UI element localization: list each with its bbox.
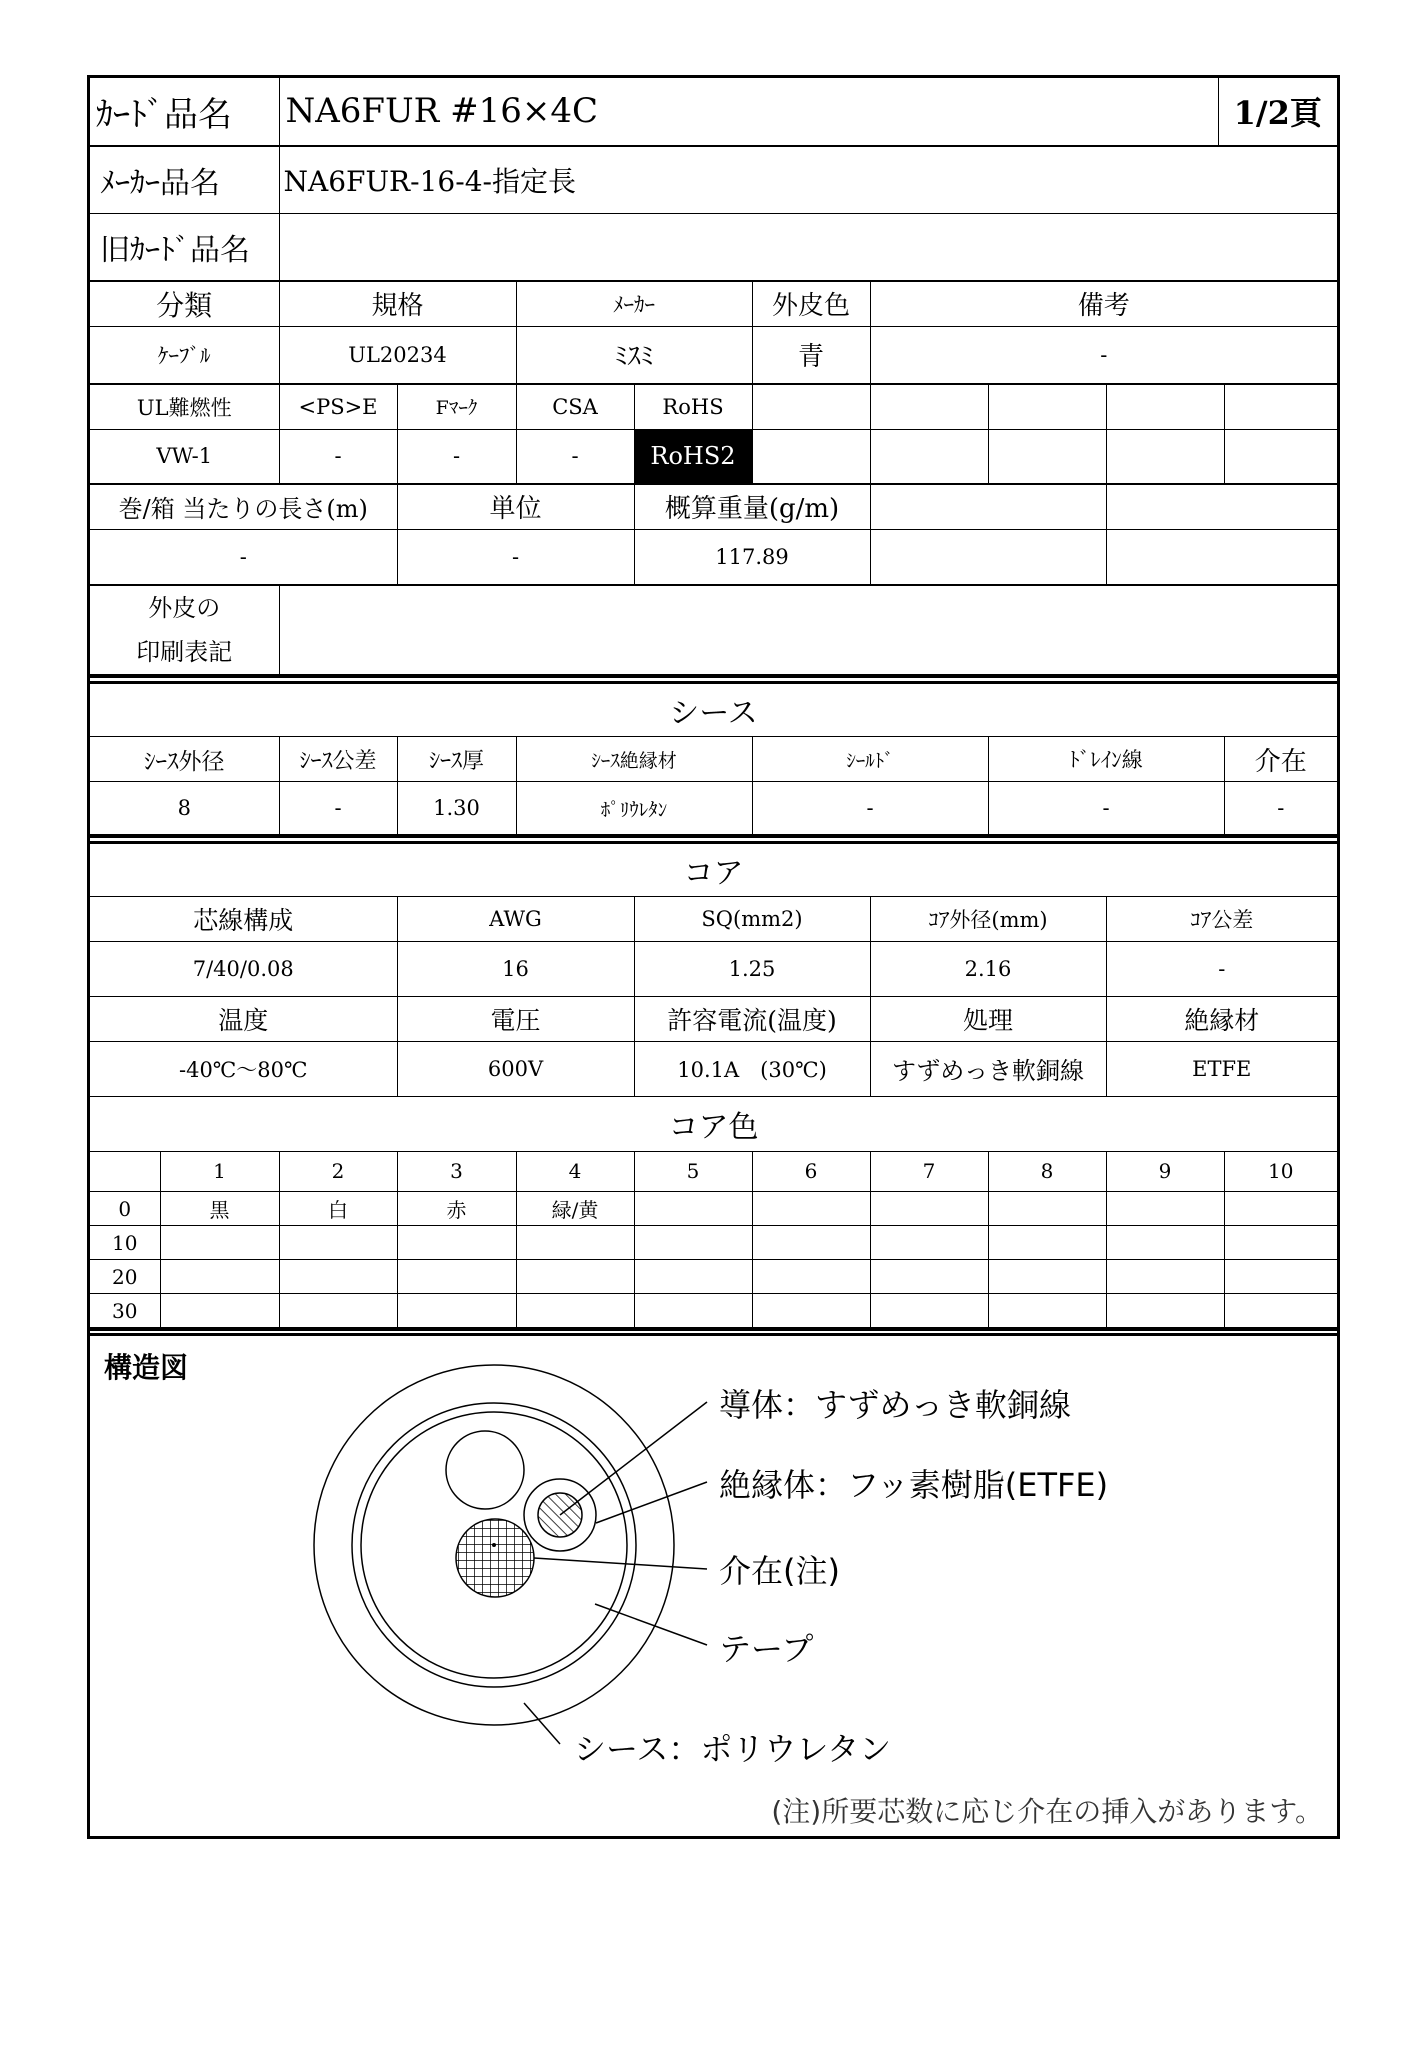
color-cell	[279, 1294, 397, 1328]
sheath-header-material: ｼｰｽ絶縁材	[516, 737, 752, 782]
color-col-header: 5	[634, 1152, 752, 1192]
color-row-label: 30	[90, 1294, 160, 1328]
core-value-current: 10.1A (30℃)	[634, 1041, 870, 1096]
cert-header-blank-3	[988, 384, 1106, 429]
label-filler: 介在(注)	[719, 1552, 840, 1590]
color-cell	[870, 1260, 988, 1294]
cert-value-rohs: RoHS2	[634, 429, 752, 483]
pack-value-blank-2	[1106, 529, 1337, 584]
color-cell	[634, 1260, 752, 1294]
core-value-strand: 7/40/0.08	[90, 941, 397, 996]
page-number: 1/2頁	[1218, 78, 1337, 145]
cert-header-blank-2	[870, 384, 988, 429]
core-header-strand: 芯線構成	[90, 896, 397, 941]
color-cell	[279, 1226, 397, 1260]
core-section	[87, 841, 1340, 1328]
class-header-maker: ﾒｰｶｰ	[516, 281, 752, 326]
pack-header-blank-1	[870, 484, 1106, 529]
leader-filler	[534, 1558, 707, 1569]
print-marking-value	[279, 585, 1337, 674]
color-cell	[1106, 1226, 1224, 1260]
pack-value-weight: 117.89	[634, 529, 870, 584]
cert-header-blank-4	[1106, 384, 1224, 429]
cert-header-ul-flame: UL難燃性	[90, 384, 279, 429]
core-header-tolerance: ｺｱ公差	[1106, 896, 1337, 941]
cert-header-pse: <PS>E	[279, 384, 397, 429]
color-row	[90, 1192, 1337, 1226]
color-cell	[516, 1260, 634, 1294]
color-cell	[870, 1226, 988, 1260]
color-cell	[752, 1192, 870, 1226]
color-col-header: 10	[1224, 1152, 1337, 1192]
pack-header-weight: 概算重量(g/m)	[634, 484, 870, 529]
core-header-sq: SQ(mm2)	[634, 896, 870, 941]
color-col-header: 7	[870, 1152, 988, 1192]
pack-header-blank-2	[1106, 484, 1337, 529]
color-cell	[397, 1226, 516, 1260]
core-header-od: ｺｱ外径(mm)	[870, 896, 1106, 941]
class-value-jacket-color: 青	[752, 326, 870, 383]
core-value-sq: 1.25	[634, 941, 870, 996]
cert-value-pse: -	[279, 429, 397, 483]
color-cell	[870, 1294, 988, 1328]
color-cell	[634, 1294, 752, 1328]
class-value-remarks: -	[870, 326, 1337, 383]
color-cell	[870, 1192, 988, 1226]
core-header-awg: AWG	[397, 896, 634, 941]
color-cell	[988, 1260, 1106, 1294]
structure-section	[87, 1333, 1340, 1839]
color-cell	[160, 1260, 279, 1294]
core-color-title: コア色	[90, 1096, 1337, 1151]
header-section	[87, 75, 1340, 675]
cert-value-blank-5	[1224, 429, 1337, 483]
color-cell	[1224, 1294, 1337, 1328]
old-card-name-label: 旧ｶｰﾄﾞ品名	[90, 213, 279, 280]
core-header-treatment: 処理	[870, 996, 1106, 1041]
filler-circle	[446, 1431, 524, 1509]
cert-value-ul-flame: VW-1	[90, 429, 279, 483]
color-row-label: 20	[90, 1260, 160, 1294]
core-header-temperature: 温度	[90, 996, 397, 1041]
label-conductor: 導体：すずめっき軟銅線	[719, 1386, 1072, 1424]
structure-note: (注)所要芯数に応じ介在の挿入があります。	[771, 1795, 1323, 1828]
color-col-header: 9	[1106, 1152, 1224, 1192]
structure-diagram	[90, 1336, 1337, 1836]
cert-value-blank-4	[1106, 429, 1224, 483]
color-cell	[988, 1226, 1106, 1260]
sheath-value-filler: -	[1224, 782, 1337, 835]
core-header-current: 許容電流(温度)	[634, 996, 870, 1041]
sheath-header-drain: ﾄﾞﾚｲﾝ線	[988, 737, 1224, 782]
color-row	[90, 1294, 1337, 1328]
sheath-header-filler: 介在	[1224, 737, 1337, 782]
color-row	[90, 1226, 1337, 1260]
cert-value-blank-3	[988, 429, 1106, 483]
color-cell	[1224, 1226, 1337, 1260]
color-cell	[752, 1226, 870, 1260]
color-cell	[516, 1226, 634, 1260]
color-cell	[160, 1294, 279, 1328]
class-header-jacket-color: 外皮色	[752, 281, 870, 326]
label-sheath: シース：ポリウレタン	[574, 1730, 892, 1768]
color-row-label: 0	[90, 1192, 160, 1226]
card-name-value: NA6FUR #16×4C	[279, 78, 1218, 145]
color-cell	[634, 1192, 752, 1226]
sheath-header-od: ｼｰｽ外径	[90, 737, 279, 782]
leader-insulator	[596, 1482, 707, 1523]
sheath-header-tolerance: ｼｰｽ公差	[279, 737, 397, 782]
color-cell	[1106, 1192, 1224, 1226]
sheath-value-shield: -	[752, 782, 988, 835]
cert-value-blank-1	[752, 429, 870, 483]
print-marking-label	[90, 585, 279, 674]
core-value-voltage: 600V	[397, 1041, 634, 1096]
core-value-treatment: すずめっき軟銅線	[870, 1041, 1106, 1096]
pack-value-blank-1	[870, 529, 1106, 584]
core-header-insulation: 絶縁材	[1106, 996, 1337, 1041]
color-cell	[1106, 1294, 1224, 1328]
cert-value-blank-2	[870, 429, 988, 483]
leader-sheath	[524, 1703, 560, 1744]
color-corner	[90, 1152, 160, 1192]
spec-sheet	[87, 75, 1340, 1839]
cert-header-rohs: RoHS	[634, 384, 752, 429]
color-cell	[516, 1294, 634, 1328]
print-marking-label-line1: 外皮の	[148, 593, 221, 622]
class-header-remarks: 備考	[870, 281, 1337, 326]
color-col-header: 1	[160, 1152, 279, 1192]
core-header-voltage: 電圧	[397, 996, 634, 1041]
color-col-header: 2	[279, 1152, 397, 1192]
sheath-header-thickness: ｼｰｽ厚	[397, 737, 516, 782]
maker-name-value: NA6FUR-16-4-指定長	[279, 146, 1337, 213]
color-cell	[160, 1226, 279, 1260]
core-value-insulation: ETFE	[1106, 1041, 1337, 1096]
pack-header-unit: 単位	[397, 484, 634, 529]
cert-header-csa: CSA	[516, 384, 634, 429]
cert-value-csa: -	[516, 429, 634, 483]
class-value-maker: ﾐｽﾐ	[516, 326, 752, 383]
class-value-standard: UL20234	[279, 326, 516, 383]
cert-header-f-mark: Fﾏｰｸ	[397, 384, 516, 429]
sheath-section	[87, 681, 1340, 836]
braided-core	[456, 1519, 534, 1597]
sheath-value-tolerance: -	[279, 782, 397, 835]
color-col-header: 8	[988, 1152, 1106, 1192]
class-header-category: 分類	[90, 281, 279, 326]
color-cell	[1224, 1192, 1337, 1226]
cert-value-f-mark: -	[397, 429, 516, 483]
class-value-category: ｹｰﾌﾞﾙ	[90, 326, 279, 383]
color-cell	[1224, 1260, 1337, 1294]
color-col-header: 3	[397, 1152, 516, 1192]
maker-name-label: ﾒｰｶｰ品名	[90, 146, 279, 213]
print-marking-label-line2: 印刷表記	[136, 637, 233, 666]
color-cell: 黒	[160, 1192, 279, 1226]
color-cell	[634, 1226, 752, 1260]
color-row-label: 10	[90, 1226, 160, 1260]
cert-header-blank-5	[1224, 384, 1337, 429]
class-header-standard: 規格	[279, 281, 516, 326]
core-value-awg: 16	[397, 941, 634, 996]
color-cell: 白	[279, 1192, 397, 1226]
sheath-header-shield: ｼｰﾙﾄﾞ	[752, 737, 988, 782]
label-tape: テープ	[719, 1630, 814, 1668]
color-cell: 赤	[397, 1192, 516, 1226]
color-cell	[397, 1260, 516, 1294]
core-title: コア	[90, 844, 1337, 896]
color-col-header: 6	[752, 1152, 870, 1192]
color-row	[90, 1260, 1337, 1294]
card-name-label: ｶｰﾄﾞ品名	[90, 78, 279, 145]
sheath-value-od: 8	[90, 782, 279, 835]
core-value-od: 2.16	[870, 941, 1106, 996]
pack-header-length: 巻/箱 当たりの長さ(m)	[90, 484, 397, 529]
leader-conductor	[560, 1402, 707, 1515]
color-cell	[397, 1294, 516, 1328]
sheath-value-thickness: 1.30	[397, 782, 516, 835]
pack-value-unit: -	[397, 529, 634, 584]
pack-value-length: -	[90, 529, 397, 584]
old-card-name-value	[279, 213, 1337, 280]
color-col-header: 4	[516, 1152, 634, 1192]
color-cell	[988, 1294, 1106, 1328]
color-cell	[1106, 1260, 1224, 1294]
core-value-tolerance: -	[1106, 941, 1337, 996]
core-value-temperature: -40℃～80℃	[90, 1041, 397, 1096]
cert-header-blank-1	[752, 384, 870, 429]
sheath-value-drain: -	[988, 782, 1224, 835]
color-cell	[752, 1260, 870, 1294]
structure-title: 構造図	[104, 1351, 189, 1384]
label-insulator: 絶縁体：フッ素樹脂(ETFE)	[719, 1466, 1109, 1504]
sheath-value-material: ﾎﾟﾘｳﾚﾀﾝ	[516, 782, 752, 835]
color-cell	[752, 1294, 870, 1328]
color-cell	[279, 1260, 397, 1294]
color-cell: 緑/黄	[516, 1192, 634, 1226]
sheath-title: シース	[90, 684, 1337, 737]
color-cell	[988, 1192, 1106, 1226]
